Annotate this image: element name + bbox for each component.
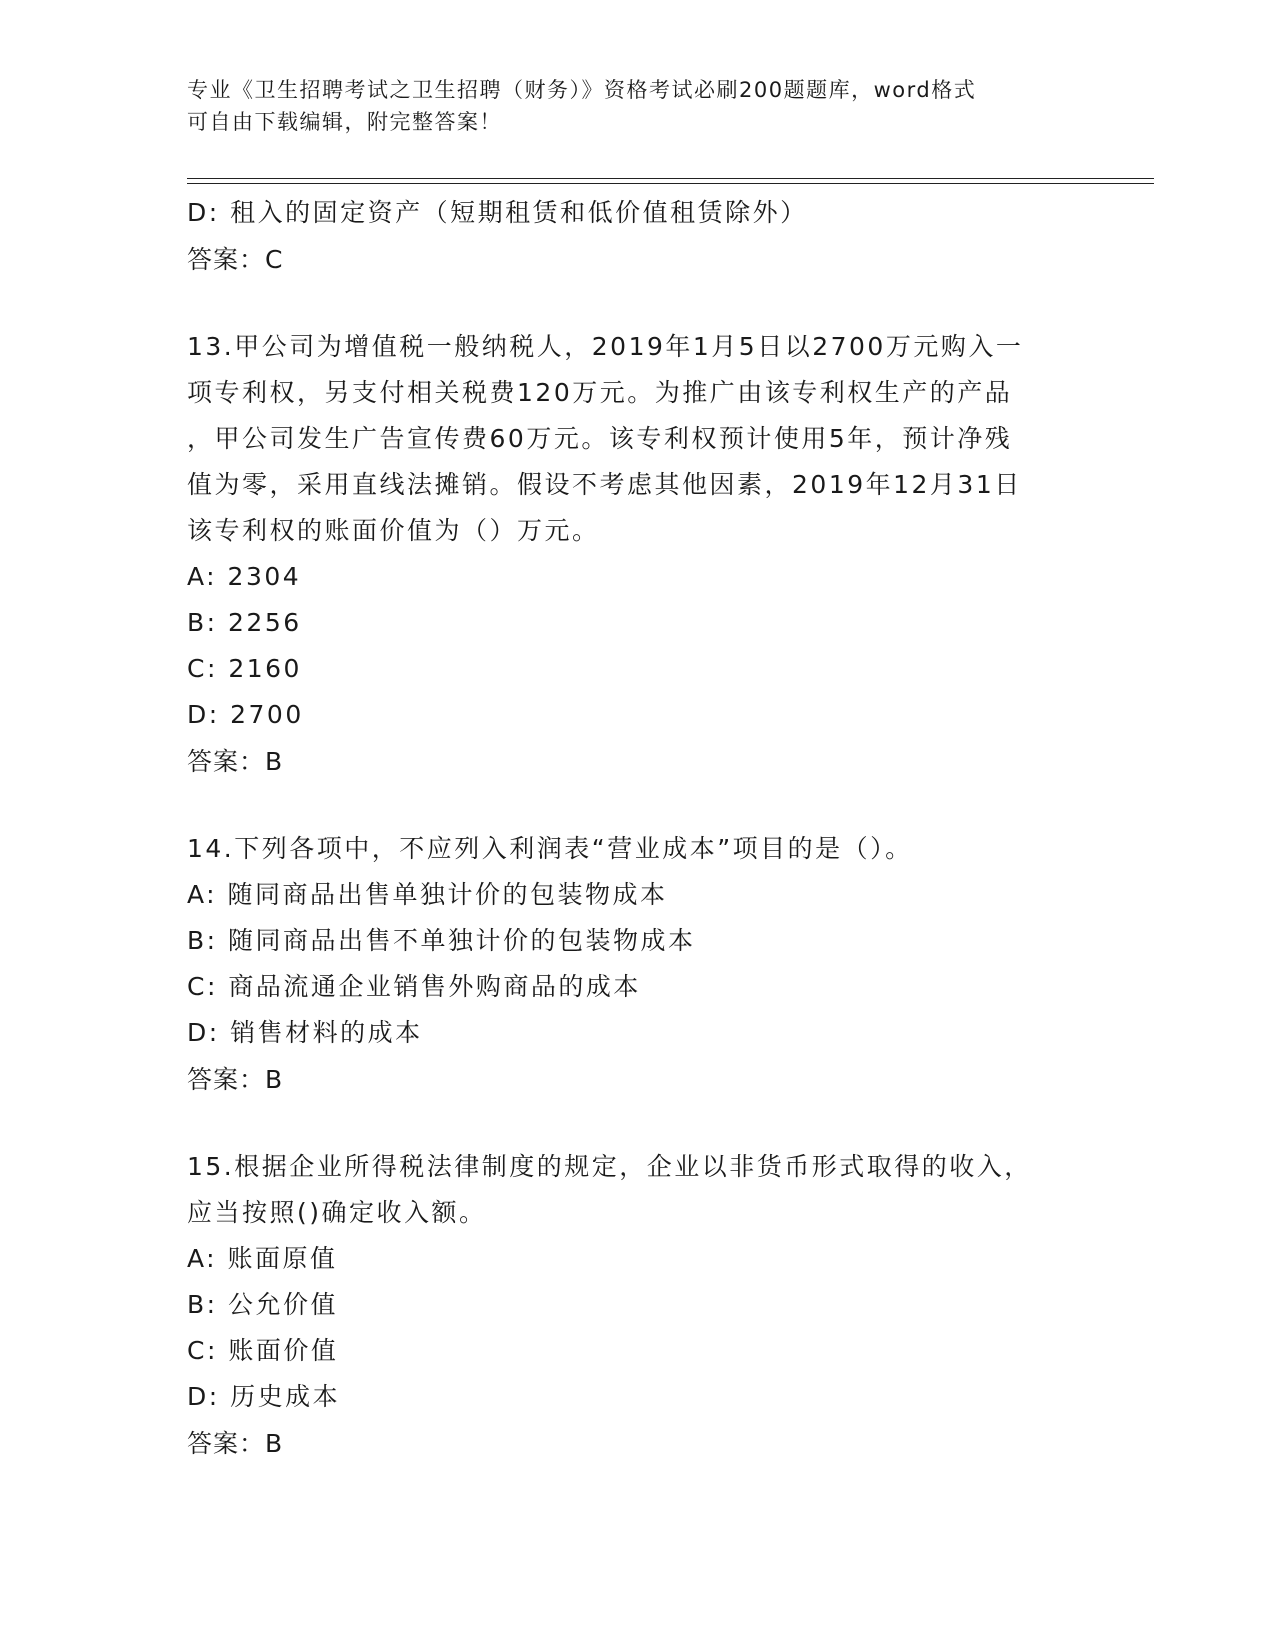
question-14 [187, 826, 1087, 1104]
question-text-line: 14.下列各项中，不应列入利润表“营业成本”项目的是（）。 [187, 834, 913, 863]
question-text-line: 15.根据企业所得税法律制度的规定，企业以非货币形式取得的收入， [187, 1152, 1032, 1181]
option-c: C: 商品流通企业销售外购商品的成本 [187, 972, 641, 1001]
answer-line: 答案：B [187, 1429, 284, 1458]
question-15 [187, 1144, 1087, 1468]
option-b: B: 2256 [187, 608, 302, 637]
option-b: B: 公允价值 [187, 1290, 339, 1319]
header-rule-top [187, 178, 1154, 179]
option-c: C: 账面价值 [187, 1336, 339, 1365]
question-text-line: 13.甲公司为增值税一般纳税人，2019年1月5日以2700万元购入一 [187, 332, 1024, 361]
previous-question-tail [187, 190, 1087, 284]
option-c: C: 2160 [187, 654, 302, 683]
document-header [187, 74, 1067, 138]
header-line-1: 专业《卫生招聘考试之卫生招聘（财务）》资格考试必刷200题题库，word格式 [187, 78, 977, 102]
header-rule-bottom [187, 183, 1154, 184]
option-d: D: 销售材料的成本 [187, 1018, 423, 1047]
option-d: D: 历史成本 [187, 1382, 341, 1411]
question-text-line: 值为零，采用直线法摊销。假设不考虑其他因素，2019年12月31日 [187, 470, 1022, 499]
question-text-line: 应当按照()确定收入额。 [187, 1198, 487, 1227]
question-13 [187, 324, 1087, 786]
option-d: D: 2700 [187, 700, 304, 729]
option-b: B: 随同商品出售不单独计价的包装物成本 [187, 926, 696, 955]
answer-line: 答案：B [187, 1065, 284, 1094]
option-a: A: 2304 [187, 562, 302, 591]
answer-line: 答案：B [187, 747, 284, 776]
question-text-line: ，甲公司发生广告宣传费60万元。该专利权预计使用5年，预计净残 [187, 424, 1013, 453]
option-d: D: 租入的固定资产（短期租赁和低价值租赁除外） [187, 198, 808, 227]
document-body [187, 190, 1087, 1468]
header-line-2: 可自由下载编辑，附完整答案！ [187, 110, 502, 134]
answer-line: 答案：C [187, 245, 284, 274]
question-text-line: 该专利权的账面价值为（）万元。 [187, 516, 600, 545]
option-a: A: 账面原值 [187, 1244, 338, 1273]
question-text-line: 项专利权，另支付相关税费120万元。为推广由该专利权生产的产品 [187, 378, 1013, 407]
option-a: A: 随同商品出售单独计价的包装物成本 [187, 880, 668, 909]
